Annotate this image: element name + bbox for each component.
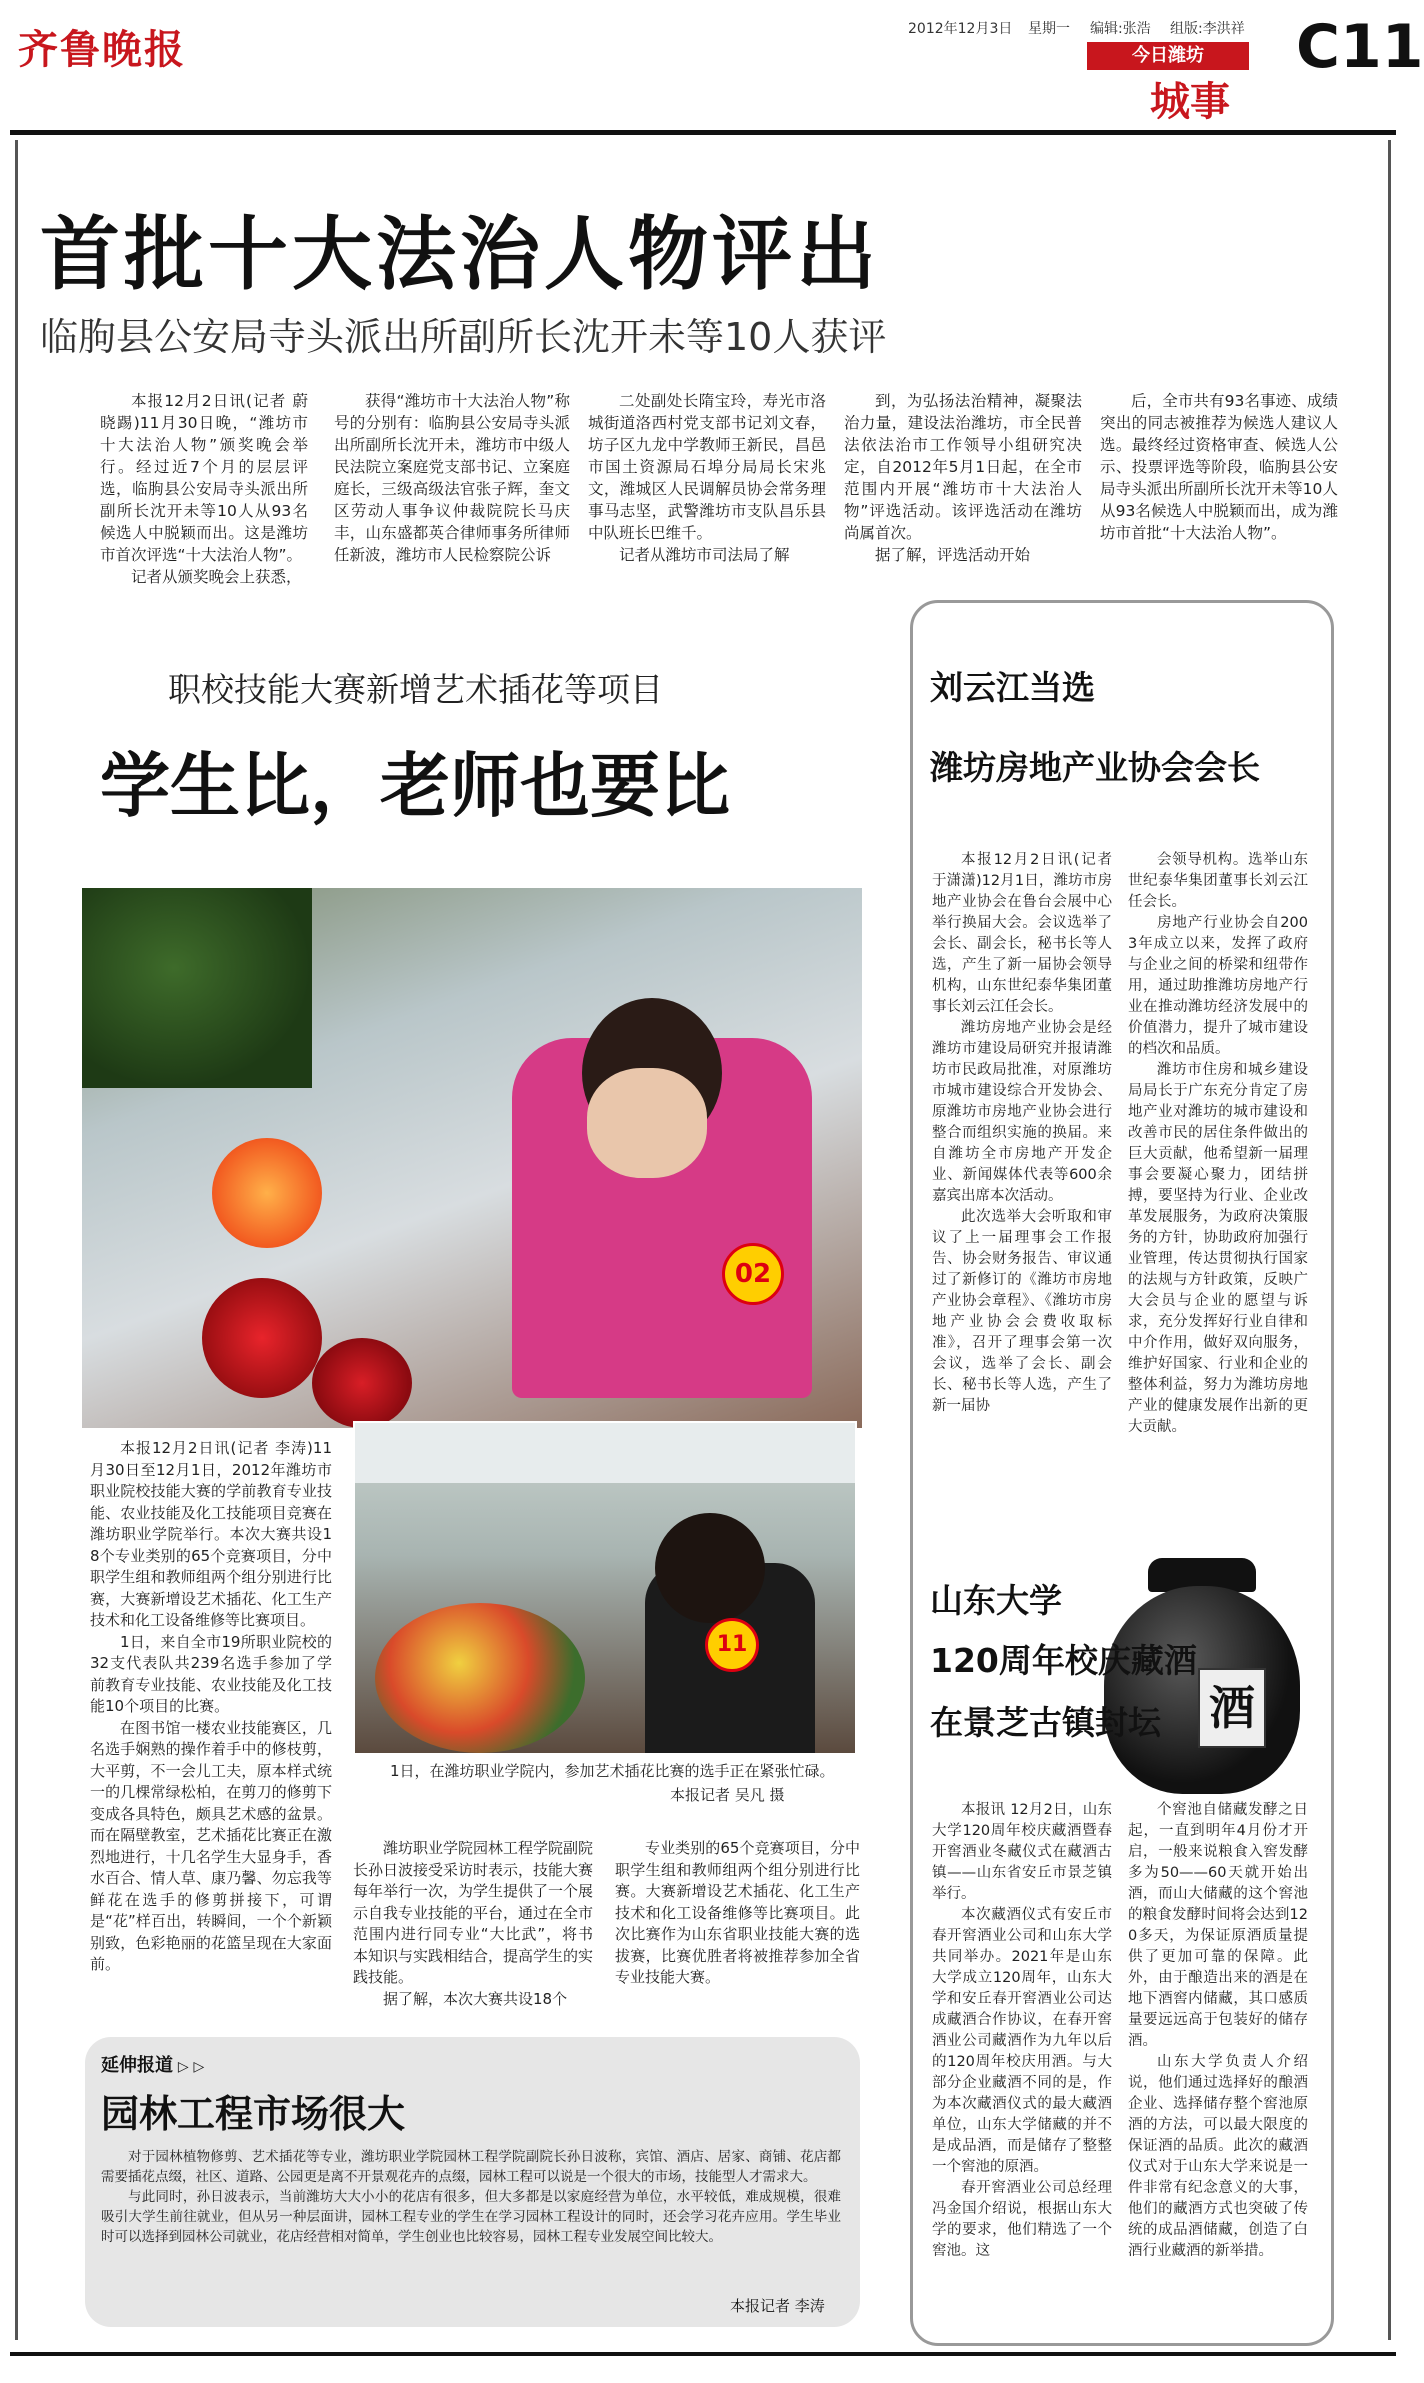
lead-paragraph: 记者从潍坊市司法局了解 <box>619 546 790 564</box>
orange-gerbera <box>212 1138 322 1248</box>
sidebar2-paragraph: 个窖池自储藏发酵之日起，一直到明年4月份才开启，一般来说粮食入窖发酵多为50——60天就开始出酒，而山大储藏的这个窖池的粮食发酵时间将会达到120多天，为保证原酒质量提供了更加可靠的保障。此外，由于酿造出来的酒是在地下酒窖内储藏，其口感质量要远远高于包装好的储存酒。 <box>1128 1802 1308 2049</box>
lead-column-1 <box>100 390 308 586</box>
photo-caption <box>390 1760 850 1782</box>
lead-paragraph: 本报12月2日讯(记者 蔚晓踢)11月30日晚，“潍坊市十大法治人物”颁奖晚会举行。经过近7个月的层层评选，临朐县公安局寺头派出所副所长沈开未等10人从93名候选人中脱颖而出。这是潍坊市首次评选“十大法治人物”。 <box>100 392 308 564</box>
lead-column-5 <box>1100 390 1338 580</box>
footer-rule <box>10 2352 1396 2356</box>
issue-date: 2012年12月3日 <box>908 21 1013 37</box>
story-paragraph: 在图书馆一楼农业技能赛区，几名选手娴熟的操作着手中的修枝剪，大平剪，不一会儿工夫，原本样式统一的几棵常绿松柏，在剪刀的修剪下变成各具特色，颇具艺术感的盆景。而在隔壁教室，艺术插花比赛正在激烈地进行，十几名学生大显身手，香水百合、情人草、康乃馨、勿忘我等鲜花在选手的修剪拼接下，可谓是“花”样百出，转瞬间，一个个新颖别致，色彩艳丽的花篮呈现在大家面前。 <box>90 1718 332 1973</box>
sidebar1-headline-2: 潍坊房地产业协会会长 <box>930 748 1260 787</box>
sidebar1-column-1 <box>932 850 1112 1605</box>
story-column-2 <box>353 1838 593 2018</box>
lead-column-4 <box>844 390 1082 580</box>
sidebar2-paragraph: 本次藏酒仪式有安丘市春开窖酒业公司和山东大学共同举办。2021年是山东大学成立120周年，山东大学和安丘春开窖酒业公司达成藏酒合作协议，在春开窖酒业公司藏酒作为九年以后的120周年校庆用酒。与大部分企业藏酒不同的是，作为本次藏酒仪式的最大藏酒单位，山东大学储藏的并不是成品酒，而是储存了整整一个窖池的原酒。 <box>932 1907 1112 2175</box>
sidebar2-column-1 <box>932 1800 1112 2330</box>
story-column-3 <box>615 1838 860 2018</box>
story-paragraph: 潍坊职业学院园林工程学院副院长孙日波接受采访时表示，技能大赛每年举行一次，为学生提供了一个展示自我专业技能的平台，通过在全市范围内进行同专业“大比武”，将书本知识与实践相结合，提高学生的实践技能。 <box>353 1839 594 1986</box>
flower-basket <box>375 1603 585 1753</box>
sidebar1-column-2 <box>1128 850 1308 1605</box>
sidebar2-column-2 <box>1128 1800 1308 2330</box>
story-paragraph: 据了解，本次大赛共设18个 <box>383 1989 568 2008</box>
right-border <box>1388 140 1391 2340</box>
sidebar2-headline-3: 在景芝古镇封坛 <box>930 1703 1161 1742</box>
issue-weekday: 星期一 <box>1028 21 1070 37</box>
lead-paragraph: 二处副处长隋宝玲，寿光市洛城街道洛西村党支部书记刘文春，坊子区九龙中学教师王新民，昌邑市国土资源局石埠分局局长宋兆文，潍城区人民调解员协会常务理事马志坚，武警潍坊市支队昌乐县中队班长巴维千。 <box>588 392 826 542</box>
story-paragraph: 1日，来自全市19所职业院校的32支代表队共239名选手参加了学前教育专业技能、农业技能及化工技能10个项目的比赛。 <box>90 1632 332 1715</box>
section-title: 城事 <box>1150 79 1230 125</box>
extension-report-box <box>85 2037 860 2327</box>
editor-credit: 编辑:张浩 <box>1090 21 1151 37</box>
lead-paragraph: 记者从颁奖晚会上获悉， <box>131 568 302 586</box>
photo-second-contestant <box>353 1421 857 1755</box>
student-face <box>587 1068 707 1178</box>
designer-credit: 组版:李洪祥 <box>1170 21 1245 37</box>
left-border <box>15 140 18 2340</box>
lead-column-2 <box>334 390 570 580</box>
section-badge: 今日潍坊 <box>1087 42 1249 70</box>
extension-body <box>101 2147 841 2287</box>
sidebar2-paragraph: 春开窖酒业公司总经理冯金国介绍说，根据山东大学的要求，他们精选了一个窖池。这 <box>932 2180 1112 2259</box>
contestant-number-badge: 02 <box>722 1243 784 1305</box>
lead-paragraph: 据了解，评选活动开始 <box>875 546 1031 564</box>
sidebar1-paragraph: 潍坊市住房和城乡建设局局长于广东充分肯定了房地产业对潍坊的城市建设和改善市民的居住条件做出的巨大贡献，他希望新一届理事会要凝心聚力，团结拼搏，要坚持为行业、企业改革发展服务，为政府决策服务的方针，协助政府加强行业管理，传达贯彻执行国家的法规与方针政策，反映广大会员与企业的愿望与诉求，充分发挥好行业自律和中介作用，做好双向服务，维护好国家、行业和企业的整体利益，努力为潍坊房地产业的健康发展作出新的更大贡献。 <box>1128 1062 1308 1435</box>
sidebar1-paragraph: 潍坊房地产业协会是经潍坊市建设局研究并报请潍坊市民政局批准，对原潍坊市城市建设综合开发协会、原潍坊市房地产业协会进行整合而组织实施的换届。来自潍坊全市房地产开发企业、新闻媒体代表等600余嘉宾出席本次活动。 <box>932 1020 1112 1204</box>
sidebar2-paragraph: 山东大学负责人介绍说，他们通过选择好的酿酒企业、选择储存整个窖池原酒的方法，可以最大限度的保证酒的品质。此次的藏酒仪式对于山东大学来说是一件非常有纪念意义的大事，他们的藏酒方式也突破了传统的成品酒储藏，创造了白酒行业藏酒的新举措。 <box>1128 2054 1308 2259</box>
lead-column-3 <box>588 390 826 580</box>
newspaper-logo: 齐鲁晚报 <box>18 26 186 73</box>
plant-leaves <box>82 888 312 1088</box>
story-headline: 学生比，老师也要比 <box>100 744 730 827</box>
sidebar1-paragraph: 会领导机构。选举山东世纪泰华集团董事长刘云江任会长。 <box>1128 852 1308 910</box>
red-rose <box>202 1278 322 1398</box>
extension-tag: 延伸报道 ▷ ▷ <box>101 2055 205 2076</box>
sidebar1-paragraph: 此次选举大会听取和审议了上一届理事会工作报告、协会财务报告、审议通过了新修订的《潍坊市房地产业协会章程》、《潍坊市房地产业协会会费收取标准》，召开了理事会第一次会议，选举了会长、副会长、秘书长等人选，产生了新一届协 <box>932 1209 1112 1414</box>
extension-paragraph: 对于园林植物修剪、艺术插花等专业，潍坊职业学院园林工程学院副院长孙日波称，宾馆、酒店、居家、商铺、花店都需要插花点缀，社区、道路、公园更是离不开景观花卉的点缀，园林工程可以说是一个很大的市场，技能型人才需求大。 <box>101 2149 841 2185</box>
story-paragraph: 专业类别的65个竞赛项目，分中职学生组和教师组两个组分别进行比赛。大赛新增设艺术插花、化工生产技术和化工设备维修等比赛项目。此次比赛作为山东省职业技能大赛的选拔赛，比赛优胜者将被推荐参加全省专业技能大赛。 <box>615 1839 860 1986</box>
sidebar2-paragraph: 本报讯 12月2日，山东大学120周年校庆藏酒暨春开窖酒业冬藏仪式在藏酒古镇——山东省安丘市景芝镇举行。 <box>932 1802 1112 1902</box>
sidebar2-headline-1: 山东大学 <box>930 1581 1062 1620</box>
caption-text: 1日，在潍坊职业学院内，参加艺术插花比赛的选手正在紧张忙碌。 <box>390 1762 835 1780</box>
red-rose <box>312 1338 412 1428</box>
sidebar2-headline-2: 120周年校庆藏酒 <box>930 1641 1197 1680</box>
extension-paragraph: 与此同时，孙日波表示，当前潍坊大大小小的花店有很多，但大多都是以家庭经营为单位，水平较低，难成规模，很难吸引大学生前往就业，但从另一种层面讲，园林工程专业的学生在学习园林工程设计的同时，还会学习花卉应用。学生毕业时可以选择到园林公司就业，花店经营相对简单，学生创业也比较容易，园林工程专业发展空间比较大。 <box>101 2189 841 2245</box>
student-head <box>655 1513 765 1623</box>
jar-label: 酒 <box>1198 1668 1266 1748</box>
masthead-rule <box>10 130 1396 135</box>
photo-credit: 本报记者 吴凡 摄 <box>670 1786 785 1804</box>
story-paragraph: 本报12月2日讯(记者 李涛)11月30日至12月1日，2012年潍坊市职业院校技能大赛的学前教育专业技能、农业技能及化工技能项目竞赛在潍坊职业学院举行。本次大赛共设18个专业类别的65个竞赛项目，分中职学生组和教师组两个组分别进行比赛，大赛新增设艺术插花、化工生产技术和化工设备维修等比赛项目。 <box>90 1439 332 1629</box>
sidebar1-paragraph: 房地产行业协会自2003年成立以来，发挥了政府与企业之间的桥梁和纽带作用，通过助推潍坊房地产行业在推动潍坊经济发展中的价值潜力，提升了城市建设的档次和品质。 <box>1128 915 1308 1057</box>
story-column-1 <box>90 1438 332 2013</box>
banner-wall <box>355 1423 855 1483</box>
sidebar1-headline-1: 刘云江当选 <box>930 668 1095 707</box>
lead-paragraph: 后，全市共有93名事迹、成绩突出的同志被推荐为候选人建议人选。最终经过资格审查、候选人公示、投票评选等阶段，临朐县公安局寺头派出所副所长沈开未等10人从93名候选人中脱颖而出，成为潍坊市首批“十大法治人物”。 <box>1100 392 1338 542</box>
lead-paragraph: 获得“潍坊市十大法治人物”称号的分别有：临朐县公安局寺头派出所副所长沈开未，潍坊市中级人民法院立案庭党支部书记、立案庭庭长，三级高级法官张子辉，奎文区劳动人事争议仲裁院院长马庆丰，山东盛都英合律师事务所律师任新波，潍坊市人民检察院公诉 <box>334 392 570 564</box>
page-number: C11 <box>1296 12 1424 82</box>
lead-subhead: 临朐县公安局寺头派出所副所长沈开未等10人获评 <box>40 315 887 359</box>
lead-headline: 首批十大法治人物评出 <box>40 207 880 301</box>
photo-student-arranging-flowers <box>82 888 862 1428</box>
story-kicker: 职校技能大赛新增艺术插花等项目 <box>168 670 663 709</box>
contestant-number-badge: 11 <box>705 1618 759 1672</box>
sidebar1-paragraph: 本报12月2日讯(记者 于潇潇)12月1日，潍坊市房地产业协会在鲁台会展中心举行换届大会。会议选举了会长、副会长，秘书长等人选，产生了新一届协会领导机构，山东世纪泰华集团董事长刘云江任会长。 <box>932 852 1112 1015</box>
extension-headline: 园林工程市场很大 <box>101 2092 406 2136</box>
lead-paragraph: 到，为弘扬法治精神，凝聚法治力量，建设法治潍坊，市全民普法依法治市工作领导小组研究决定，自2012年5月1日起，在全市范围内开展“潍坊市十大法治人物”评选活动。该评选活动在潍坊尚属首次。 <box>844 392 1082 542</box>
extension-credit: 本报记者 李涛 <box>730 2297 825 2315</box>
